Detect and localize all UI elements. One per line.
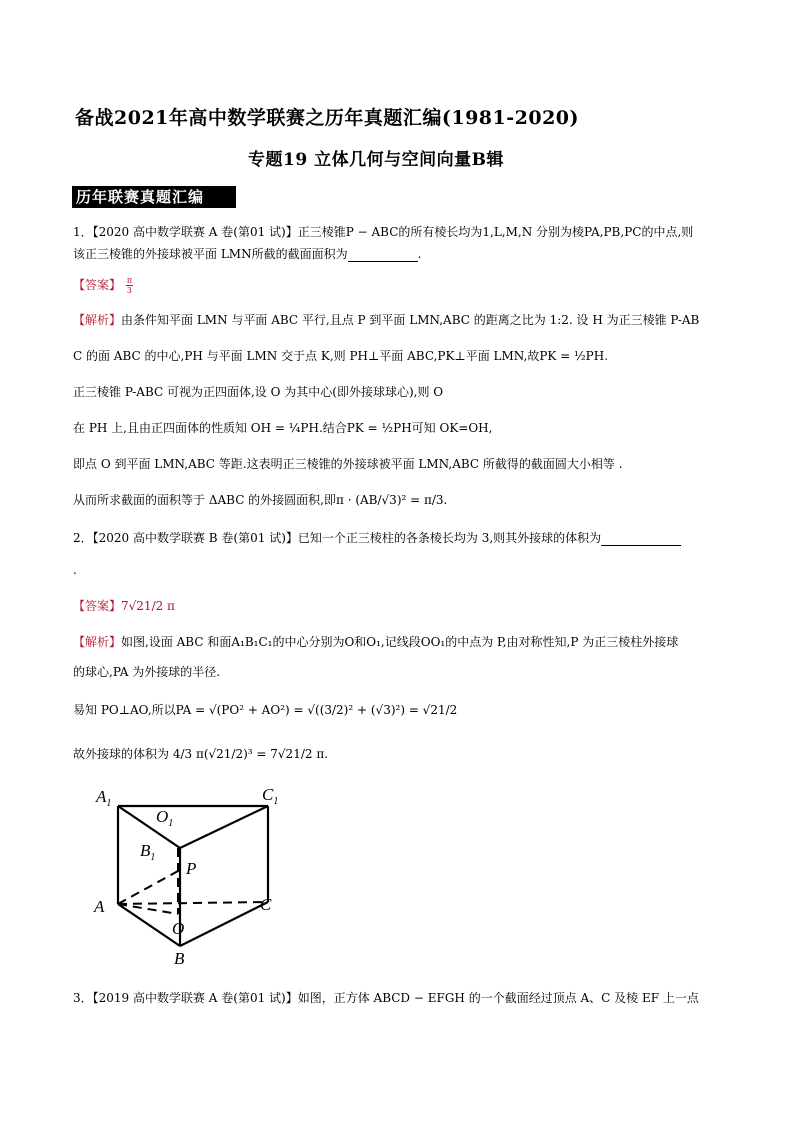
answer-label: 【答案】	[73, 278, 122, 292]
label-A1: $A_1$	[96, 787, 112, 809]
answer-fraction: $\frac{\pi}{3}$	[126, 276, 133, 295]
label-B1: $B_1$	[140, 841, 156, 863]
q2-sol-line2: 的球心,PA 为外接球的半径.	[73, 665, 221, 679]
label-O: O	[172, 919, 185, 938]
q2-answer: 【答案】7√21/2 π	[73, 599, 175, 613]
q1-sol-line6: 从而所求截面的面积等于 ΔABC 的外接圆面积,即π · (AB/√3)² = π/3.	[73, 493, 448, 507]
q1-sol-line4: 在 PH 上,且由正四面体的性质知 OH = ¼PH.结合PK = ½PH可知 OK=OH,	[73, 421, 493, 435]
q1-answer	[73, 276, 134, 295]
q1-line2: 该正三棱锥的外接球被平面 LMN所截的截面面积为 .	[73, 247, 422, 261]
q1-line1: 1．【2020 高中数学联赛 A 卷(第01 试)】正三棱锥P − ABC的所有棱长均为1,L,M,N 分别为棱PA,PB,PC的中点,则	[73, 225, 694, 239]
q2-sol-line1: 【解析】如图,设面 ABC 和面A₁B₁C₁的中心分别为O和O₁,记线段OO₁的中点为 P,由对称性知,P 为正三棱柱外接球	[73, 635, 679, 649]
label-P: P	[186, 859, 197, 878]
q1-sol-line2: C 的面 ABC 的中心,PH 与平面 LMN 交于点 K,则 PH⊥平面 ABC,PK⊥平面 LMN,故PK = ½PH.	[73, 349, 609, 363]
page-subtitle: 专题19 立体几何与空间向量B辑	[248, 150, 504, 170]
q2-line2: .	[73, 563, 77, 577]
q2-line1: 2．【2020 高中数学联赛 B 卷(第01 试)】已知一个正三棱柱的各条棱长均为 3,则其外接球的体积为	[73, 530, 681, 546]
q1-sol-line5: 即点 O 到平面 LMN,ABC 等距.这表明正三棱锥的外接球被平面 LMN,ABC 所截得的截面圆大小相等 .	[73, 457, 623, 471]
q2-sol-line4: 故外接球的体积为 4/3 π(√21/2)³ = 7√21/2 π.	[73, 747, 329, 761]
label-A: A	[94, 897, 105, 916]
q1-sol-line3: 正三棱锥 P-ABC 可视为正四面体,设 O 为其中心(即外接球球心),则 O	[73, 385, 444, 399]
page-title: 备战2021年高中数学联赛之历年真题汇编(1981-2020)	[75, 107, 580, 129]
q1-sol-line1: 【解析】由条件知平面 LMN 与平面 ABC 平行,且点 P 到平面 LMN,ABC 的距离之比为 1:2. 设 H 为正三棱锥 P-AB	[73, 313, 700, 327]
answer-blank	[348, 249, 418, 262]
prism-figure	[90, 786, 290, 971]
section-banner: 历年联赛真题汇编	[72, 186, 236, 208]
label-C1: $C_1$	[262, 786, 279, 807]
label-C: C	[260, 895, 272, 914]
label-O1: $O_1$	[156, 807, 174, 829]
q2-sol-line3: 易知 PO⊥AO,所以PA = √(PO² + AO²) = √((3/2)² + (√3)²) = √21/2	[73, 703, 458, 717]
answer-blank	[601, 533, 681, 546]
q3-line1: 3．【2019 高中数学联赛 A 卷(第01 试)】如图，正方体 ABCD − EFGH 的一个截面经过顶点 A、C 及棱 EF 上一点	[73, 991, 699, 1005]
label-B: B	[174, 949, 185, 968]
